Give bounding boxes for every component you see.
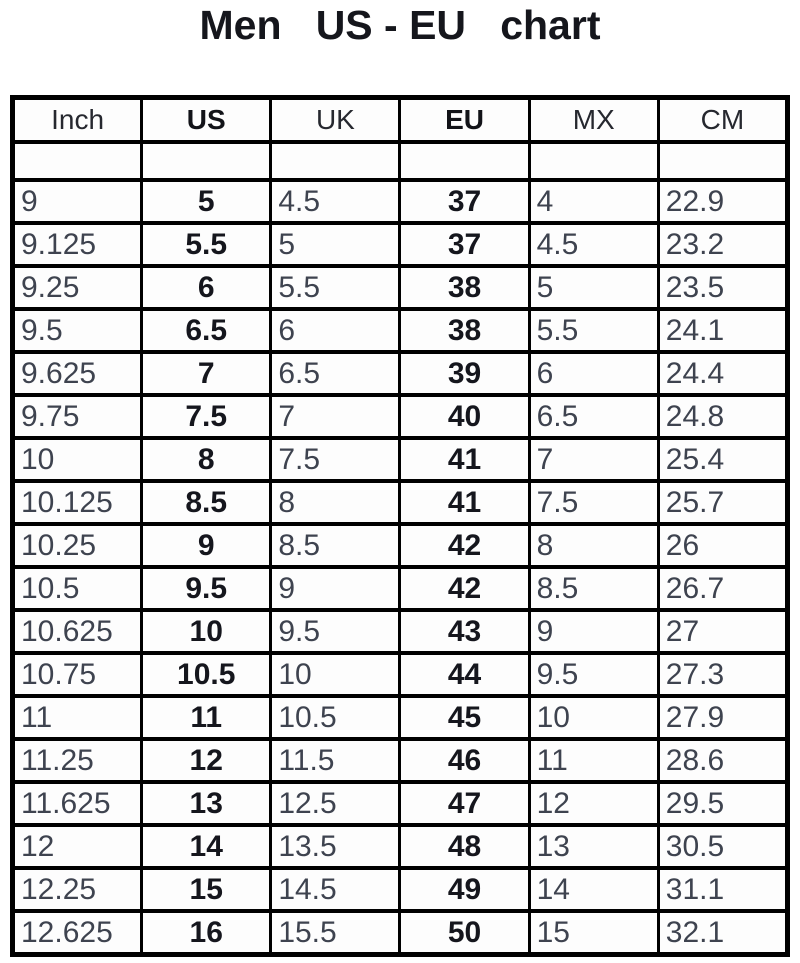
table-row — [13, 567, 788, 610]
cell-eu: 42 — [400, 567, 529, 610]
cell-us: 7.5 — [142, 395, 271, 438]
cell-cm: 26 — [658, 524, 787, 567]
header-cell-inch: Inch — [13, 98, 142, 143]
spacer-cell — [142, 142, 271, 180]
cell-eu: 45 — [400, 696, 529, 739]
cell-uk: 9 — [271, 567, 400, 610]
cell-inch: 10.25 — [13, 524, 142, 567]
cell-mx: 4 — [529, 180, 658, 223]
cell-mx: 6 — [529, 352, 658, 395]
cell-cm: 28.6 — [658, 739, 787, 782]
cell-uk: 8 — [271, 481, 400, 524]
cell-us: 16 — [142, 911, 271, 955]
table-row — [13, 180, 788, 223]
cell-us: 9.5 — [142, 567, 271, 610]
cell-uk: 6.5 — [271, 352, 400, 395]
cell-inch: 11.625 — [13, 782, 142, 825]
cell-us: 7 — [142, 352, 271, 395]
spacer-cell — [658, 142, 787, 180]
table-row — [13, 739, 788, 782]
cell-cm: 24.1 — [658, 309, 787, 352]
table-row — [13, 696, 788, 739]
cell-uk: 6 — [271, 309, 400, 352]
cell-eu: 43 — [400, 610, 529, 653]
cell-us: 10 — [142, 610, 271, 653]
cell-cm: 25.4 — [658, 438, 787, 481]
cell-us: 15 — [142, 868, 271, 911]
cell-uk: 4.5 — [271, 180, 400, 223]
cell-mx: 12 — [529, 782, 658, 825]
cell-mx: 10 — [529, 696, 658, 739]
cell-mx: 9.5 — [529, 653, 658, 696]
cell-uk: 8.5 — [271, 524, 400, 567]
table-row — [13, 309, 788, 352]
header-cell-us: US — [142, 98, 271, 143]
page-title: Men US - EU chart — [199, 2, 601, 48]
cell-cm: 24.8 — [658, 395, 787, 438]
cell-eu: 49 — [400, 868, 529, 911]
cell-uk: 15.5 — [271, 911, 400, 955]
cell-cm: 29.5 — [658, 782, 787, 825]
cell-uk: 11.5 — [271, 739, 400, 782]
cell-mx: 7 — [529, 438, 658, 481]
cell-mx: 5.5 — [529, 309, 658, 352]
cell-eu: 39 — [400, 352, 529, 395]
cell-inch: 12 — [13, 825, 142, 868]
cell-us: 5 — [142, 180, 271, 223]
cell-cm: 26.7 — [658, 567, 787, 610]
header-row — [13, 98, 788, 143]
cell-eu: 47 — [400, 782, 529, 825]
cell-us: 5.5 — [142, 223, 271, 266]
cell-uk: 5.5 — [271, 266, 400, 309]
table-row — [13, 481, 788, 524]
table-row — [13, 911, 788, 955]
cell-cm: 23.2 — [658, 223, 787, 266]
cell-inch: 11.25 — [13, 739, 142, 782]
cell-cm: 27.9 — [658, 696, 787, 739]
cell-us: 8.5 — [142, 481, 271, 524]
cell-uk: 5 — [271, 223, 400, 266]
header-cell-eu: EU — [400, 98, 529, 143]
cell-inch: 10.75 — [13, 653, 142, 696]
cell-cm: 22.9 — [658, 180, 787, 223]
cell-uk: 7 — [271, 395, 400, 438]
table-header — [13, 98, 788, 143]
cell-mx: 8 — [529, 524, 658, 567]
cell-us: 8 — [142, 438, 271, 481]
table-row — [13, 524, 788, 567]
cell-cm: 27 — [658, 610, 787, 653]
cell-eu: 38 — [400, 309, 529, 352]
cell-eu: 48 — [400, 825, 529, 868]
size-conversion-table — [10, 95, 790, 957]
table-body — [13, 142, 788, 955]
table-row — [13, 868, 788, 911]
cell-inch: 12.625 — [13, 911, 142, 955]
cell-eu: 46 — [400, 739, 529, 782]
cell-eu: 37 — [400, 180, 529, 223]
spacer-cell — [400, 142, 529, 180]
cell-uk: 7.5 — [271, 438, 400, 481]
cell-mx: 14 — [529, 868, 658, 911]
cell-mx: 8.5 — [529, 567, 658, 610]
cell-inch: 9 — [13, 180, 142, 223]
cell-uk: 10 — [271, 653, 400, 696]
table-row — [13, 352, 788, 395]
cell-inch: 9.625 — [13, 352, 142, 395]
cell-inch: 9.25 — [13, 266, 142, 309]
cell-us: 10.5 — [142, 653, 271, 696]
cell-uk: 12.5 — [271, 782, 400, 825]
cell-inch: 9.75 — [13, 395, 142, 438]
cell-inch: 10.625 — [13, 610, 142, 653]
cell-cm: 24.4 — [658, 352, 787, 395]
cell-eu: 40 — [400, 395, 529, 438]
cell-inch: 10 — [13, 438, 142, 481]
cell-cm: 27.3 — [658, 653, 787, 696]
cell-eu: 42 — [400, 524, 529, 567]
table-row — [13, 223, 788, 266]
cell-mx: 7.5 — [529, 481, 658, 524]
table-row — [13, 438, 788, 481]
table-row — [13, 610, 788, 653]
cell-mx: 13 — [529, 825, 658, 868]
cell-eu: 41 — [400, 438, 529, 481]
table-row — [13, 266, 788, 309]
spacer-cell — [13, 142, 142, 180]
cell-eu: 41 — [400, 481, 529, 524]
cell-us: 11 — [142, 696, 271, 739]
spacer-cell — [529, 142, 658, 180]
cell-mx: 11 — [529, 739, 658, 782]
cell-eu: 44 — [400, 653, 529, 696]
cell-inch: 9.5 — [13, 309, 142, 352]
cell-inch: 9.125 — [13, 223, 142, 266]
header-cell-uk: UK — [271, 98, 400, 143]
table-row — [13, 782, 788, 825]
cell-mx: 5 — [529, 266, 658, 309]
cell-us: 6 — [142, 266, 271, 309]
cell-mx: 9 — [529, 610, 658, 653]
cell-us: 14 — [142, 825, 271, 868]
header-cell-cm: CM — [658, 98, 787, 143]
cell-mx: 4.5 — [529, 223, 658, 266]
cell-us: 9 — [142, 524, 271, 567]
cell-uk: 10.5 — [271, 696, 400, 739]
cell-us: 12 — [142, 739, 271, 782]
spacer-row — [13, 142, 788, 180]
cell-us: 6.5 — [142, 309, 271, 352]
header-cell-mx: MX — [529, 98, 658, 143]
cell-us: 13 — [142, 782, 271, 825]
cell-cm: 32.1 — [658, 911, 787, 955]
cell-eu: 37 — [400, 223, 529, 266]
cell-cm: 30.5 — [658, 825, 787, 868]
cell-eu: 50 — [400, 911, 529, 955]
cell-uk: 13.5 — [271, 825, 400, 868]
cell-inch: 10.125 — [13, 481, 142, 524]
cell-inch: 11 — [13, 696, 142, 739]
cell-inch: 12.25 — [13, 868, 142, 911]
cell-inch: 10.5 — [13, 567, 142, 610]
cell-cm: 31.1 — [658, 868, 787, 911]
cell-uk: 14.5 — [271, 868, 400, 911]
cell-eu: 38 — [400, 266, 529, 309]
cell-mx: 6.5 — [529, 395, 658, 438]
table-row — [13, 395, 788, 438]
spacer-cell — [271, 142, 400, 180]
cell-cm: 23.5 — [658, 266, 787, 309]
table-row — [13, 825, 788, 868]
cell-cm: 25.7 — [658, 481, 787, 524]
cell-mx: 15 — [529, 911, 658, 955]
cell-uk: 9.5 — [271, 610, 400, 653]
table-row — [13, 653, 788, 696]
